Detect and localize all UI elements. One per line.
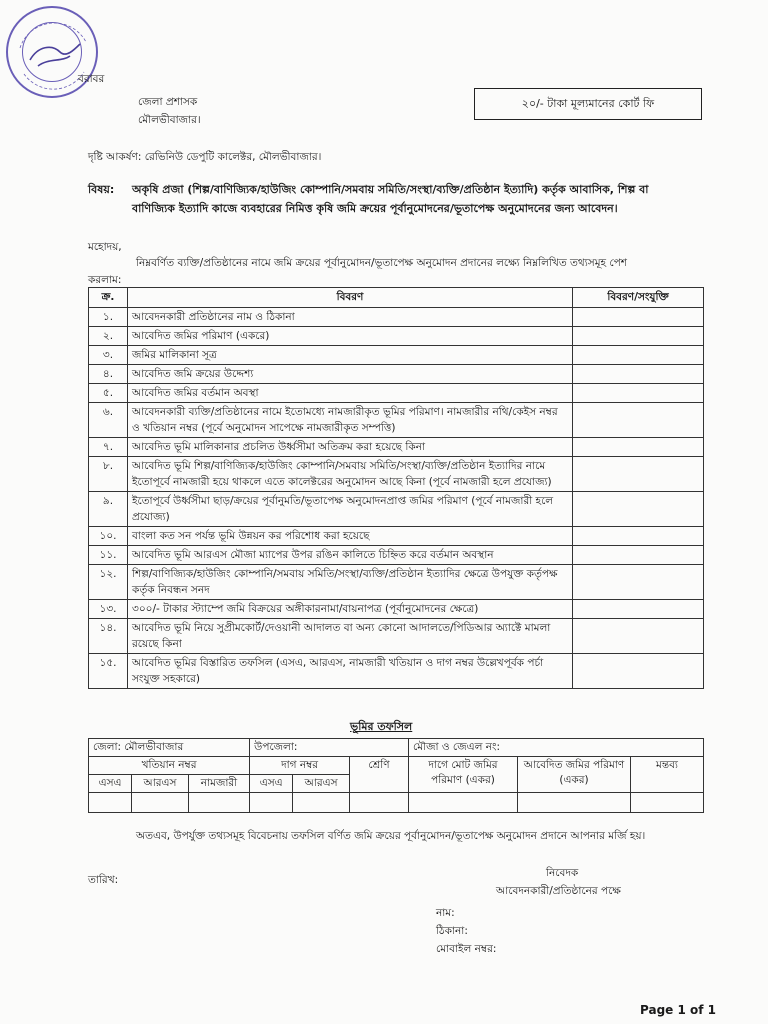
row-serial: ১২. [89,565,128,600]
salutation: মহোদয়, [88,241,122,253]
khatian-header: খতিয়ান নম্বর [89,757,250,775]
row-description: আবেদনকারী ব্যক্তি/প্রতিষ্ঠানের নামে ইতোমধ্যে নামজারীকৃত ভূমির পরিমাণ। নামজারীর নথি/কেইস নম্বর ও খতিয়ান নম্বর (পূর্বে অনুমোদন সাপেক্ষে নামজারীকৃত সম্পত্তি) [128,403,573,438]
row-description: ইতোপূর্বে উর্ধ্বসীমা ছাড়/ক্রয়ের পূর্বানুমতি/ভূতাপেক্ষ অনুমোদনপ্রাপ্ত জমির পরিমাণ (পূর্বে নামজারী হলে প্রযোজ্য) [128,492,573,527]
date-label: তারিখ: [88,874,119,886]
table-row [89,654,704,689]
row-attachment-cell [573,384,704,403]
information-table [88,287,704,689]
addressee-location: মৌলভীবাজার। [138,114,201,126]
land-schedule-title: ভূমির তফসিল [350,720,413,733]
court-fee-box [474,88,702,120]
dag-header: দাগ নম্বর [250,757,350,775]
row-attachment-cell [573,546,704,565]
header-serial: ক্র. [89,288,128,308]
subject-line-2: বাণিজ্যিক ইত্যাদি কাজে ব্যবহারের নিমিত্ত কৃষি জমি ক্রয়ের পূর্বানুমোদনের/ভূতাপেক্ষ অনুমোদনের জন্য আবেদন। [132,202,618,215]
row-serial: ২. [89,327,128,346]
row-serial: ৬. [89,403,128,438]
empty-cell [631,793,704,813]
subject-text [132,180,722,218]
empty-cell [293,793,350,813]
row-attachment-cell [573,457,704,492]
table-row [89,327,704,346]
row-serial: ১৫. [89,654,128,689]
row-serial: ১৪. [89,619,128,654]
table-row [89,527,704,546]
empty-cell [409,793,518,813]
addressee-title: জেলা প্রশাসক [138,96,198,108]
sa-header: এসএ [89,775,132,793]
row-serial: ৯. [89,492,128,527]
dag-rs-header: আরএস [293,775,350,793]
table-row [89,308,704,327]
total-land-header: দাগে মোট জমির পরিমাণ (একর) [409,757,518,793]
table-row [89,739,704,757]
header-attachment: বিবরণ/সংযুক্তি [573,288,704,308]
district-cell: জেলা: মৌলভীবাজার [89,739,250,757]
mouza-cell: মৌজা ও জেএল নং: [409,739,704,757]
table-row [89,438,704,457]
row-description: শিল্প/বাণিজ্যিক/হাউজিং কোম্পানি/সমবায় সমিতি/সংস্থা/ব্যক্তি/প্রতিষ্ঠান ইত্যাদির ক্ষেত্রে উপযুক্ত কর্তৃপক্ষ কর্তৃক নিবন্ধন সনদ [128,565,573,600]
row-serial: ৪. [89,365,128,384]
attention-line: দৃষ্টি আকর্ষণ: রেভিনিউ ডেপুটি কালেক্টর, মৌলভীবাজার। [88,151,322,163]
row-description: আবেদিত ভূমি শিল্প/বাণিজ্যিক/হাউজিং কোম্পানি/সমবায় সমিতি/সংস্থা/ব্যক্তি/প্রতিষ্ঠান ইত্যাদির নামে ইতোপূর্বে নামজারী হয়ে থাকলে এতে কালেক্টরের অনুমোদন আছে কিনা (পূর্বে নামজারী হলে প্রযোজ্য) [128,457,573,492]
header-description: বিবরণ [128,288,573,308]
row-attachment-cell [573,492,704,527]
table-row [89,546,704,565]
class-header: শ্রেণি [350,757,409,793]
sender-label: নিবেদক [546,867,579,879]
closing-request: অতএব, উপর্যুক্ত তথ্যসমূহ বিবেচনায় তফসিল বর্ণিত জমি ক্রয়ের পূর্বানুমোদন/ভূতাপেক্ষ অনুমোদন প্রদানে আপনার মর্জি হয়। [136,830,646,842]
address-label: ঠিকানা: [436,925,468,937]
row-attachment-cell [573,403,704,438]
table-row [89,619,704,654]
upazila-cell: উপজেলা: [250,739,409,757]
table-row [89,600,704,619]
on-behalf-label: আবেদনকারী/প্রতিষ্ঠানের পক্ষে [496,885,621,897]
intro-line-1: নিম্নবর্ণিত ব্যক্তি/প্রতিষ্ঠানের নামে জমি ক্রয়ের পূর্বানুমোদন/ভূতাপেক্ষ অনুমোদন প্রদানের লক্ষ্যে নিম্নলিখিত তথ্যসমূহ পেশ [136,257,627,269]
empty-cell [89,793,132,813]
empty-cell [350,793,409,813]
row-description: আবেদিত ভূমি আরএস মৌজা ম্যাপের উপর রঙিন কালিতে চিহ্নিত করে বর্তমান অবস্থান [128,546,573,565]
mobile-label: মোবাইল নম্বর: [436,943,497,955]
row-description: আবেদিত জমি ক্রয়ের উদ্দেশ্য [128,365,573,384]
row-description: ৩০০/- টাকার স্ট্যাম্পে জমি বিক্রয়ের অঙ্গীকারনামা/বায়নাপত্র (পূর্বানুমোদনের ক্ষেত্রে) [128,600,573,619]
remarks-header: মন্তব্য [631,757,704,793]
row-description: আবেদনকারী প্রতিষ্ঠানের নাম ও ঠিকানা [128,308,573,327]
table-row [89,403,704,438]
intro-line-2: করলাম: [88,274,122,286]
namjari-header: নামজারী [188,775,249,793]
table-row [89,457,704,492]
row-description: আবেদিত ভূমির বিস্তারিত তফসিল (এসএ, আরএস, নামজারী খতিয়ান ও দাগ নম্বর উল্লেখপূর্বক পর্চা সংযুক্ত সহকারে) [128,654,573,689]
row-description: আবেদিত জমির বর্তমান অবস্থা [128,384,573,403]
row-description: আবেদিত ভূমি মালিকানার প্রচলিত উর্ধ্বসীমা অতিক্রম করা হয়েছে কিনা [128,438,573,457]
row-description: জমির মালিকানা সূত্র [128,346,573,365]
information-table-body [89,308,704,689]
table-row-empty [89,793,704,813]
row-attachment-cell [573,527,704,546]
dag-sa-header: এসএ [250,775,293,793]
row-attachment-cell [573,565,704,600]
row-attachment-cell [573,346,704,365]
table-row [89,346,704,365]
row-serial: ১০. [89,527,128,546]
row-serial: ৭. [89,438,128,457]
row-serial: ৮. [89,457,128,492]
row-attachment-cell [573,365,704,384]
subject-label: বিষয়: [88,183,115,196]
row-description: বাংলা কত সন পর্যন্ত ভূমি উন্নয়ন কর পরিশোধ করা হয়েছে [128,527,573,546]
row-serial: ১৩. [89,600,128,619]
row-attachment-cell [573,654,704,689]
table-row [89,365,704,384]
row-attachment-cell [573,308,704,327]
subject-line-1: অকৃষি প্রজা (শিল্প/বাণিজ্যিক/হাউজিং কোম্পানি/সমবায় সমিতি/সংস্থা/ব্যক্তি/প্রতিষ্ঠান ইত্যাদি) কর্তৃক আবাসিক, শিল্প বা [132,183,649,196]
row-serial: ৫. [89,384,128,403]
empty-cell [250,793,293,813]
empty-cell [188,793,249,813]
table-row [89,757,704,775]
row-serial: ১১. [89,546,128,565]
row-attachment-cell [573,327,704,346]
addressee-prefix: বরাবর [78,73,105,85]
table-header-row [89,288,704,308]
land-schedule-table [88,738,704,813]
row-serial: ৩. [89,346,128,365]
empty-cell [132,793,189,813]
row-serial: ১. [89,308,128,327]
row-description: আবেদিত ভূমি নিয়ে সুপ্রীমকোর্ট/দেওয়ানী আদালত বা অন্য কোনো আদালতে/পিডিআর অ্যাক্টে মামলা রয়েছে কিনা [128,619,573,654]
row-attachment-cell [573,619,704,654]
row-attachment-cell [573,600,704,619]
applied-land-header: আবেদিত জমির পরিমাণ (একর) [518,757,631,793]
table-row [89,565,704,600]
table-row [89,384,704,403]
name-label: নাম: [436,907,455,919]
row-description: আবেদিত জমির পরিমাণ (একরে) [128,327,573,346]
empty-cell [518,793,631,813]
row-attachment-cell [573,438,704,457]
rs-header: আরএস [132,775,189,793]
table-row [89,492,704,527]
court-fee-text: ২০/- টাকা মূল্যমানের কোর্ট ফি [521,96,655,110]
page-number: Page 1 of 1 [640,1003,716,1017]
